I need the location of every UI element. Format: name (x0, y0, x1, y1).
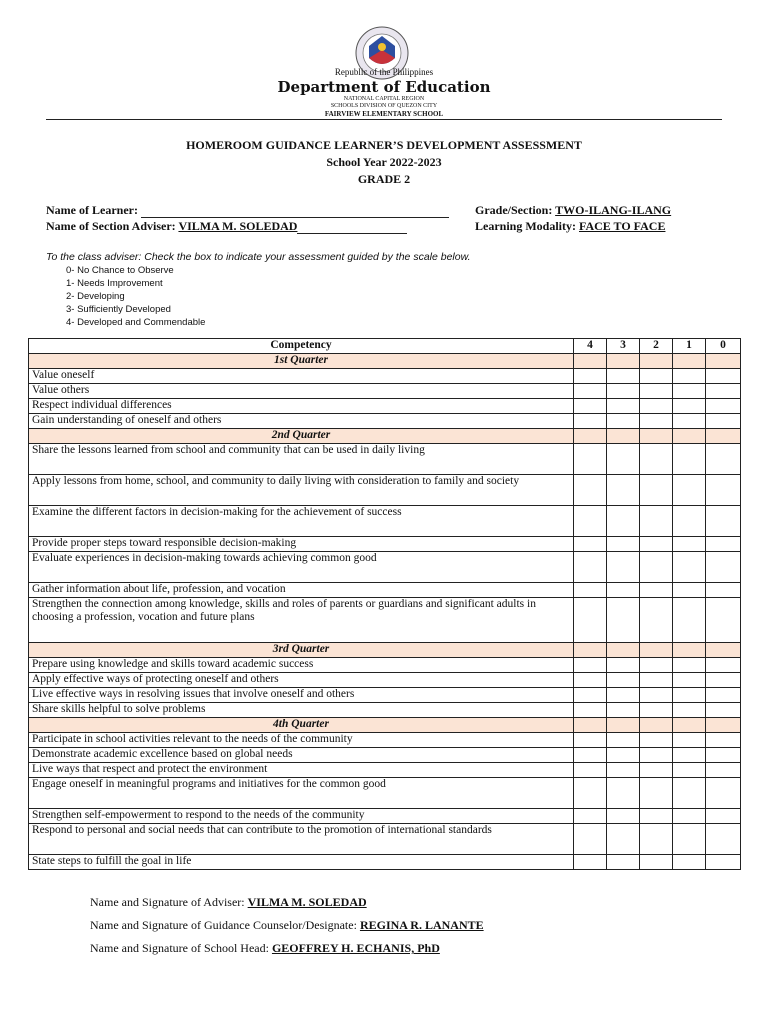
score-checkbox[interactable] (574, 673, 607, 688)
score-header-3: 3 (607, 339, 640, 354)
score-checkbox[interactable] (673, 809, 706, 824)
quarter-score-cell (706, 718, 741, 733)
quarter-score-cell (574, 643, 607, 658)
score-checkbox[interactable] (673, 414, 706, 429)
score-checkbox[interactable] (673, 763, 706, 778)
scale-item-0: 0- No Chance to Observe (66, 265, 174, 276)
score-checkbox[interactable] (706, 552, 741, 583)
table-row (29, 824, 741, 855)
score-checkbox[interactable] (640, 763, 673, 778)
score-checkbox[interactable] (673, 552, 706, 583)
competency-text: Examine the different factors in decision-making for the achievement of success (29, 506, 574, 537)
score-checkbox[interactable] (607, 414, 640, 429)
score-checkbox[interactable] (673, 658, 706, 673)
score-checkbox[interactable] (574, 414, 607, 429)
counselor-signature (90, 918, 484, 933)
score-checkbox[interactable] (574, 475, 607, 506)
score-checkbox[interactable] (640, 384, 673, 399)
quarter-header-q1: 1st Quarter (29, 354, 574, 369)
competency-text: Live ways that respect and protect the environment (29, 763, 574, 778)
score-checkbox[interactable] (607, 673, 640, 688)
competency-text: Apply lessons from home, school, and community to daily living with consideration to family and society (29, 475, 574, 506)
score-checkbox[interactable] (607, 824, 640, 855)
score-checkbox[interactable] (706, 778, 741, 809)
competency-text: Share skills helpful to solve problems (29, 703, 574, 718)
score-header-1: 1 (673, 339, 706, 354)
score-checkbox[interactable] (706, 537, 741, 552)
score-checkbox[interactable] (574, 384, 607, 399)
school-label: FAIRVIEW ELEMENTARY SCHOOL (324, 110, 444, 118)
score-checkbox[interactable] (673, 444, 706, 475)
grade-value: TWO-ILANG-ILANG (555, 203, 672, 217)
competency-text: Share the lessons learned from school and community that can be used in daily living (29, 444, 574, 475)
division-label: SCHOOLS DIVISION OF QUEZON CITY (330, 103, 438, 109)
header-divider (46, 119, 722, 120)
score-checkbox[interactable] (574, 809, 607, 824)
learner-blank[interactable] (141, 205, 449, 218)
adviser-value: VILMA M. SOLEDAD (178, 219, 298, 233)
score-checkbox[interactable] (706, 399, 741, 414)
table-row (29, 506, 741, 537)
table-row (29, 384, 741, 399)
competency-text: Respect individual differences (29, 399, 574, 414)
score-checkbox[interactable] (640, 399, 673, 414)
quarter-score-cell (640, 718, 673, 733)
score-checkbox[interactable] (607, 399, 640, 414)
quarter-header-q4: 4th Quarter (29, 718, 574, 733)
score-checkbox[interactable] (673, 778, 706, 809)
score-checkbox[interactable] (706, 688, 741, 703)
quarter-score-cell (607, 643, 640, 658)
score-checkbox[interactable] (706, 444, 741, 475)
competency-text: Demonstrate academic excellence based on global needs (29, 748, 574, 763)
grade-level: GRADE 2 (357, 172, 411, 186)
score-checkbox[interactable] (640, 733, 673, 748)
score-checkbox[interactable] (640, 444, 673, 475)
score-checkbox[interactable] (706, 733, 741, 748)
competency-header: Competency (29, 339, 574, 354)
modality-value: FACE TO FACE (579, 219, 666, 233)
competency-text: Provide proper steps toward responsible decision-making (29, 537, 574, 552)
score-checkbox[interactable] (673, 703, 706, 718)
score-checkbox[interactable] (673, 673, 706, 688)
score-checkbox[interactable] (673, 399, 706, 414)
score-checkbox[interactable] (640, 778, 673, 809)
score-checkbox[interactable] (640, 369, 673, 384)
quarter-score-cell (607, 718, 640, 733)
table-row (29, 763, 741, 778)
score-checkbox[interactable] (673, 583, 706, 598)
score-checkbox[interactable] (574, 444, 607, 475)
score-checkbox[interactable] (640, 809, 673, 824)
score-checkbox[interactable] (574, 537, 607, 552)
instruction-text: To the class adviser: Check the box to indicate your assessment guided by the scale below. (46, 251, 471, 263)
scale-item-1: 1- Needs Improvement (66, 278, 163, 289)
score-checkbox[interactable] (640, 475, 673, 506)
competency-text: Prepare using knowledge and skills toward academic success (29, 658, 574, 673)
score-checkbox[interactable] (673, 688, 706, 703)
score-checkbox[interactable] (706, 506, 741, 537)
score-checkbox[interactable] (706, 475, 741, 506)
table-row (29, 658, 741, 673)
competency-text: Evaluate experiences in decision-making towards achieving common good (29, 552, 574, 583)
score-checkbox[interactable] (607, 733, 640, 748)
quarter-score-cell (706, 354, 741, 369)
adviser-field (46, 219, 407, 234)
score-checkbox[interactable] (673, 506, 706, 537)
score-checkbox[interactable] (607, 369, 640, 384)
score-checkbox[interactable] (673, 824, 706, 855)
score-checkbox[interactable] (673, 733, 706, 748)
score-checkbox[interactable] (640, 537, 673, 552)
competency-text: Live effective ways in resolving issues that involve oneself and others (29, 688, 574, 703)
table-row (29, 414, 741, 429)
score-checkbox[interactable] (640, 414, 673, 429)
score-checkbox[interactable] (607, 384, 640, 399)
quarter-score-cell (640, 429, 673, 444)
table-row (29, 444, 741, 475)
score-checkbox[interactable] (706, 598, 741, 643)
quarter-score-cell (640, 643, 673, 658)
score-header-4: 4 (574, 339, 607, 354)
score-header-2: 2 (640, 339, 673, 354)
quarter-score-cell (574, 354, 607, 369)
head-signature (90, 941, 440, 956)
table-row (29, 552, 741, 583)
score-checkbox[interactable] (607, 537, 640, 552)
scale-item-2: 2- Developing (66, 291, 125, 302)
table-row (29, 583, 741, 598)
score-checkbox[interactable] (607, 763, 640, 778)
score-checkbox[interactable] (640, 703, 673, 718)
competency-table (28, 338, 741, 870)
score-checkbox[interactable] (706, 703, 741, 718)
adviser-signature (90, 895, 367, 910)
score-checkbox[interactable] (706, 855, 741, 870)
table-row (29, 748, 741, 763)
score-checkbox[interactable] (706, 414, 741, 429)
competency-text: Strengthen the connection among knowledge, skills and roles of parents or guardians and significant adults in choosing a profession, vocation and future plans (29, 598, 574, 643)
table-row (29, 673, 741, 688)
competency-text: Gain understanding of oneself and others (29, 414, 574, 429)
region-label: NATIONAL CAPITAL REGION (343, 96, 425, 102)
form-title: HOMEROOM GUIDANCE LEARNER’S DEVELOPMENT ASSESSMENT (186, 138, 582, 152)
score-checkbox[interactable] (607, 778, 640, 809)
adviser-blank (297, 221, 407, 234)
competency-text: Engage oneself in meaningful programs and initiatives for the common good (29, 778, 574, 809)
table-row (29, 399, 741, 414)
score-checkbox[interactable] (673, 384, 706, 399)
head-sig-value: GEOFFREY H. ECHANIS, PhD (271, 941, 440, 955)
score-header-0: 0 (706, 339, 741, 354)
quarter-score-cell (574, 429, 607, 444)
quarter-score-cell (673, 354, 706, 369)
republic-label: Republic of the Philippines (334, 67, 434, 77)
scale-item-3: 3- Sufficiently Developed (66, 304, 171, 315)
score-checkbox[interactable] (640, 598, 673, 643)
score-checkbox[interactable] (574, 658, 607, 673)
score-checkbox[interactable] (607, 658, 640, 673)
score-checkbox[interactable] (706, 384, 741, 399)
score-checkbox[interactable] (607, 444, 640, 475)
quarter-header-q2: 2nd Quarter (29, 429, 574, 444)
score-checkbox[interactable] (574, 733, 607, 748)
score-checkbox[interactable] (574, 506, 607, 537)
score-checkbox[interactable] (607, 809, 640, 824)
score-checkbox[interactable] (640, 824, 673, 855)
counselor-sig-value: REGINA R. LANANTE (359, 918, 484, 932)
quarter-score-cell (673, 643, 706, 658)
score-checkbox[interactable] (640, 658, 673, 673)
score-checkbox[interactable] (706, 369, 741, 384)
score-checkbox[interactable] (607, 475, 640, 506)
score-checkbox[interactable] (673, 598, 706, 643)
score-checkbox[interactable] (706, 673, 741, 688)
score-checkbox[interactable] (574, 688, 607, 703)
score-checkbox[interactable] (574, 824, 607, 855)
quarter-score-cell (607, 429, 640, 444)
school-year: School Year 2022-2023 (326, 155, 442, 169)
learner-label: Name of Learner: (46, 203, 138, 217)
quarter-score-cell (706, 643, 741, 658)
score-checkbox[interactable] (706, 809, 741, 824)
head-sig-label: Name and Signature of School Head: (90, 941, 269, 955)
score-checkbox[interactable] (640, 673, 673, 688)
modality-label: Learning Modality: (475, 219, 576, 233)
score-checkbox[interactable] (706, 824, 741, 855)
competency-text: State steps to fulfill the goal in life (29, 855, 574, 870)
score-checkbox[interactable] (673, 748, 706, 763)
score-checkbox[interactable] (607, 506, 640, 537)
score-checkbox[interactable] (574, 552, 607, 583)
department-title: Department of Education (277, 78, 491, 96)
learner-field (46, 203, 449, 218)
adviser-label: Name of Section Adviser: (46, 219, 176, 233)
score-checkbox[interactable] (574, 369, 607, 384)
score-checkbox[interactable] (640, 855, 673, 870)
table-row (29, 369, 741, 384)
adviser-sig-label: Name and Signature of Adviser: (90, 895, 245, 909)
score-checkbox[interactable] (640, 583, 673, 598)
competency-text: Apply effective ways of protecting oneself and others (29, 673, 574, 688)
score-checkbox[interactable] (607, 598, 640, 643)
table-row (29, 733, 741, 748)
quarter-score-cell (706, 429, 741, 444)
competency-text: Respond to personal and social needs that can contribute to the promotion of international standards (29, 824, 574, 855)
score-checkbox[interactable] (607, 703, 640, 718)
quarter-score-cell (640, 354, 673, 369)
grade-label: Grade/Section: (475, 203, 553, 217)
table-row (29, 537, 741, 552)
score-checkbox[interactable] (574, 748, 607, 763)
score-checkbox[interactable] (574, 583, 607, 598)
quarter-header-q3: 3rd Quarter (29, 643, 574, 658)
modality-field (475, 219, 665, 234)
scale-item-4: 4- Developed and Commendable (66, 317, 206, 328)
table-row (29, 688, 741, 703)
score-checkbox[interactable] (607, 748, 640, 763)
score-checkbox[interactable] (673, 475, 706, 506)
score-checkbox[interactable] (607, 855, 640, 870)
score-checkbox[interactable] (706, 583, 741, 598)
table-row (29, 778, 741, 809)
competency-text: Value oneself (29, 369, 574, 384)
table-row (29, 855, 741, 870)
score-checkbox[interactable] (574, 598, 607, 643)
score-checkbox[interactable] (673, 537, 706, 552)
competency-text: Gather information about life, profession, and vocation (29, 583, 574, 598)
grade-field (475, 203, 671, 218)
score-checkbox[interactable] (640, 688, 673, 703)
quarter-score-cell (607, 354, 640, 369)
quarter-score-cell (673, 718, 706, 733)
score-checkbox[interactable] (640, 748, 673, 763)
competency-text: Value others (29, 384, 574, 399)
score-checkbox[interactable] (673, 369, 706, 384)
score-checkbox[interactable] (607, 688, 640, 703)
competency-text: Participate in school activities relevant to the needs of the community (29, 733, 574, 748)
table-row (29, 598, 741, 643)
score-checkbox[interactable] (574, 703, 607, 718)
score-checkbox[interactable] (640, 506, 673, 537)
score-checkbox[interactable] (673, 855, 706, 870)
quarter-score-cell (574, 718, 607, 733)
counselor-sig-label: Name and Signature of Guidance Counselor/Designate: (90, 918, 357, 932)
score-checkbox[interactable] (574, 778, 607, 809)
table-row (29, 475, 741, 506)
competency-text: Strengthen self-empowerment to respond to the needs of the community (29, 809, 574, 824)
score-checkbox[interactable] (640, 552, 673, 583)
score-checkbox[interactable] (607, 552, 640, 583)
score-checkbox[interactable] (574, 855, 607, 870)
table-row (29, 703, 741, 718)
score-checkbox[interactable] (574, 763, 607, 778)
score-checkbox[interactable] (706, 658, 741, 673)
score-checkbox[interactable] (607, 583, 640, 598)
score-checkbox[interactable] (574, 399, 607, 414)
table-row (29, 809, 741, 824)
score-checkbox[interactable] (706, 763, 741, 778)
adviser-sig-value: VILMA M. SOLEDAD (247, 895, 367, 909)
score-checkbox[interactable] (706, 748, 741, 763)
quarter-score-cell (673, 429, 706, 444)
